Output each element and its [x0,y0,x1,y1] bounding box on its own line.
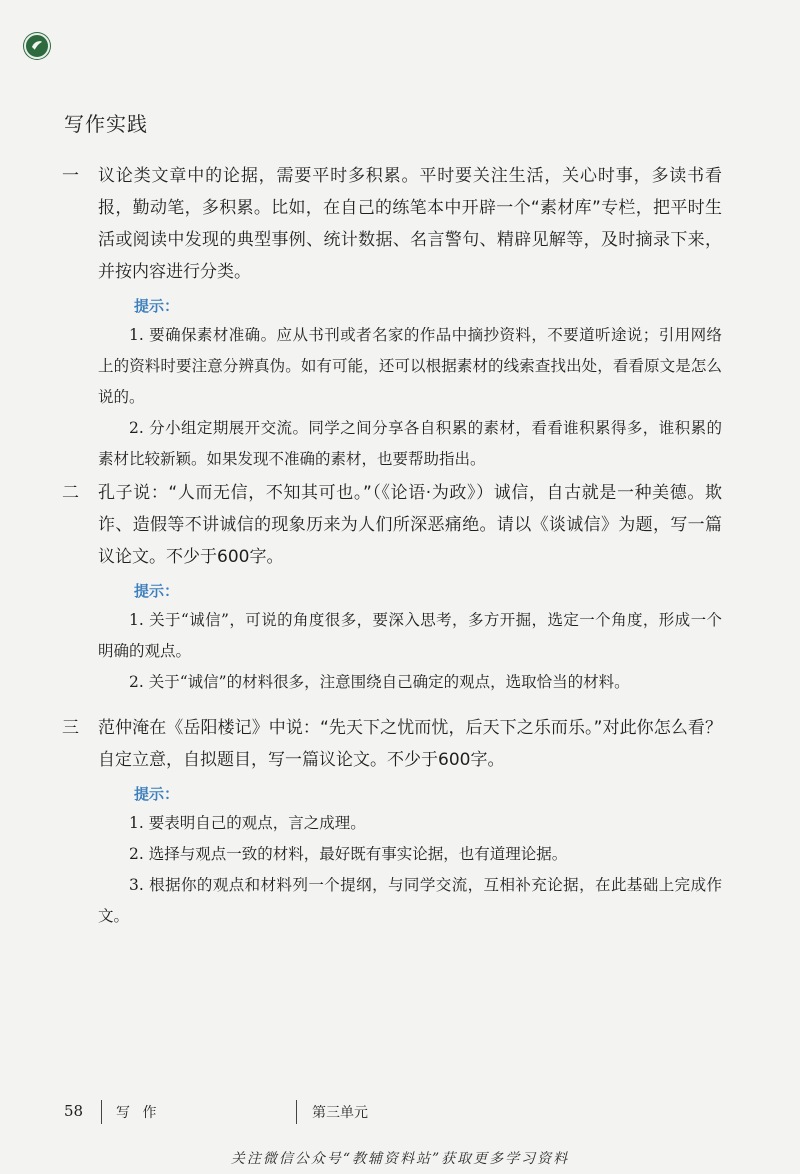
section-title: 写作实践 [64,112,148,136]
question-number: 三 [62,718,79,738]
tip-item: 1. 要确保素材准确。应从书刊或者名家的作品中摘抄资料，不要道听途说；引用网络上的资料时要注意分辨真伪。如有可能，还可以根据素材的线索查找出处，看看原文是怎么说的。 [98,326,722,406]
question-number: 二 [62,483,79,503]
footer-divider [101,1100,102,1124]
question-3 [62,712,722,932]
watermark: 关注微信公众号“教辅资料站”获取更多学习资料 [230,1151,570,1167]
tip-label: 提示： [134,297,180,315]
tip-item: 2. 分小组定期展开交流。同学之间分享各自积累的素材，看看谁积累得多，谁积累的素材比较新颖。如果发现不准确的素材，也要帮助指出。 [98,419,722,468]
question-text: 范仲淹在《岳阳楼记》中说：“先天下之忧而忧，后天下之乐而乐。”对此你怎么看？自定立意，自拟题目，写一篇议论文。不少于600字。 [98,718,722,770]
footer-divider [296,1100,297,1124]
question-text: 孔子说：“人而无信，不知其可也。”（《论语·为政》）诚信，自古就是一种美德。欺诈、造假等不讲诚信的现象历来为人们所深恶痛绝。请以《谈诚信》为题，写一篇议论文。不少于600字。 [98,483,722,567]
question-text: 议论类文章中的论据，需要平时多积累。平时要关注生活，关心时事，多读书看报，勤动笔，多积累。比如，在自己的练笔本中开辟一个“素材库”专栏，把平时生活或阅读中发现的典型事例、统计数据、名言警句、精辟见解等，及时摘录下来，并按内容进行分类。 [98,166,722,282]
question-1 [62,160,722,475]
tip-item: 1. 关于“诚信”，可说的角度很多，要深入思考，多方开掘，选定一个角度，形成一个明确的观点。 [98,611,722,660]
tip-item: 2. 选择与观点一致的材料，最好既有事实论据，也有道理论据。 [129,845,568,863]
footer-section: 写 作 [116,1105,161,1121]
footer-unit: 第三单元 [312,1105,368,1121]
tip-label: 提示： [134,785,180,803]
page-number: 58 [64,1102,84,1120]
tip-item: 1. 要表明自己的观点，言之成理。 [129,814,366,832]
question-2 [62,477,722,698]
tip-item: 2. 关于“诚信”的材料很多，注意围绕自己确定的观点，选取恰当的材料。 [129,673,630,691]
leaf-globe-icon [24,33,50,59]
tip-label: 提示： [134,582,180,600]
tip-item: 3. 根据你的观点和材料列一个提纲，与同学交流，互相补充论据，在此基础上完成作文。 [98,876,722,925]
question-number: 一 [62,166,79,186]
